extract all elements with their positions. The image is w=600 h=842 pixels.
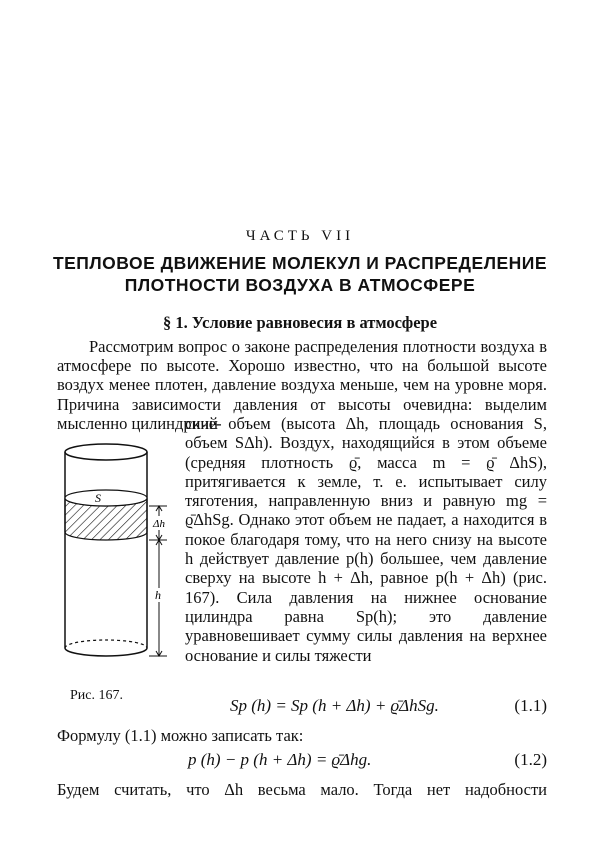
figure-167-cylinder (55, 440, 180, 700)
formula-intro: Формулу (1.1) можно записать так: (57, 726, 304, 745)
label-h: h (155, 588, 161, 602)
label-area-s: S (95, 491, 101, 505)
equation-1-1-expression: Sp (h) = Sp (h + Δh) + ϱ̄ΔhSg. (230, 696, 439, 715)
paragraph-intro-text: Рассмотрим вопрос о законе распределения плотности воздуха в атмосфере по высоте. Хорошо известно, что на большой высоте воздух менее плотен, давление воздуха меньше, чем на уровне моря. Причина зависимости давления от высоты очевидна: выделим мысленно цилиндриче- (57, 337, 547, 433)
equation-1-1-number: (1.1) (514, 696, 547, 715)
label-delta-h: Δh (153, 518, 165, 530)
cylinder-bottom-front (65, 648, 147, 656)
equation-1-2-number: (1.2) (514, 750, 547, 769)
equation-1-2-expression: p (h) − p (h + Δh) = ϱ̄Δhg. (188, 750, 372, 769)
paragraph-beside-figure: ский объем (высота Δh, площадь основания S, объем SΔh). Воздух, находящийся в этом объеме (средняя плотность ϱ̄, масса m = ϱ̄ ΔhS), притягивается к земле, т. е. испытывает силу тяготения, направленную вниз и равную mg = ϱ̄ΔhSg. Однако этот объем не падает, а находится в покое благодаря тому, что на него снизу на высоте h действует давление p(h) большее, чем давление сверху на высоте h + Δh, равное p(h + Δh) (рис. 167). Сила давления на нижнее основание цилиндра равна Sp(h); это давление уравновешивает сумму силы давления на верхнее основание и силы тяжести (185, 414, 547, 665)
chapter-title-line-2: ПЛОТНОСТИ ВОЗДУХА В АТМОСФЕРЕ (124, 275, 476, 295)
closing-line: Будем считать, что Δh весьма мало. Тогда нет надобности (57, 780, 547, 799)
cylinder-bottom-back (65, 640, 147, 648)
cylinder-diagram (55, 440, 180, 700)
chapter-title-line-1: ТЕПЛОВОЕ ДВИЖЕНИЕ МОЛЕКУЛ И РАСПРЕДЕЛЕНИЕ (52, 253, 548, 273)
cylinder-top (65, 444, 147, 460)
figure-caption: Рис. 167. (70, 688, 123, 703)
part-label: ЧАСТЬ VII (245, 228, 355, 244)
chapter-title (40, 252, 560, 296)
section-heading: § 1. Условие равновесия в атмосфере (162, 313, 438, 332)
